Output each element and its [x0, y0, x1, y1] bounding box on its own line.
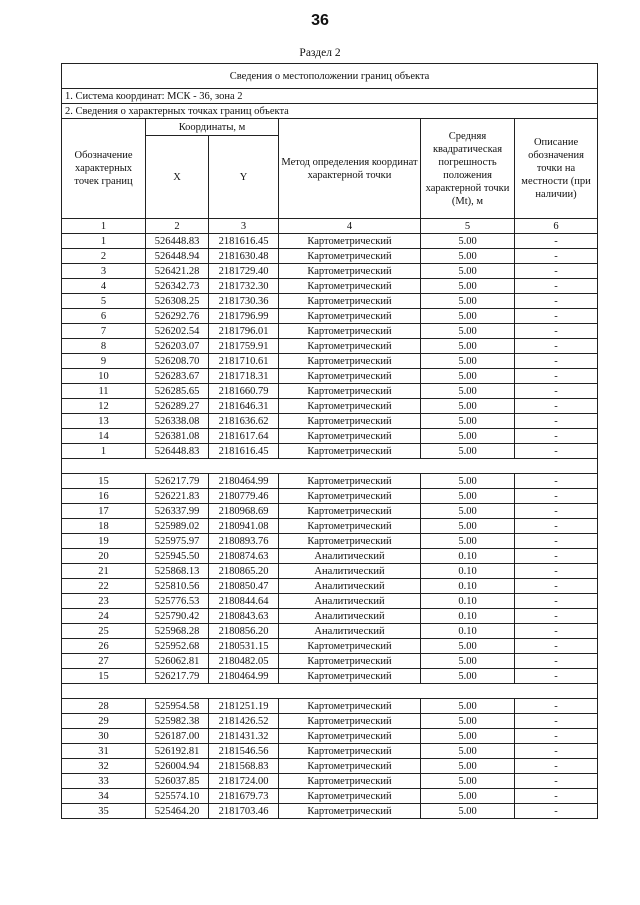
column-numbers-row — [62, 219, 598, 234]
description-cell: - — [515, 699, 598, 714]
y-coord-cell: 2180893.76 — [209, 534, 279, 549]
point-id-cell: 10 — [62, 369, 146, 384]
table-row — [62, 234, 598, 249]
y-coord-cell: 2181568.83 — [209, 759, 279, 774]
point-id-cell: 23 — [62, 594, 146, 609]
x-coord-cell: 526338.08 — [146, 414, 209, 429]
y-coord-cell: 2181431.32 — [209, 729, 279, 744]
x-coord-cell: 526062.81 — [146, 654, 209, 669]
y-coord-cell: 2180865.20 — [209, 564, 279, 579]
point-id-cell: 27 — [62, 654, 146, 669]
table-row — [62, 789, 598, 804]
mt-value-cell: 5.00 — [421, 414, 515, 429]
method-cell: Картометрический — [279, 384, 421, 399]
y-coord-cell: 2180464.99 — [209, 474, 279, 489]
mt-value-cell: 5.00 — [421, 294, 515, 309]
table-row — [62, 339, 598, 354]
method-cell: Картометрический — [279, 669, 421, 684]
y-coord-cell: 2180850.47 — [209, 579, 279, 594]
mt-value-cell: 5.00 — [421, 279, 515, 294]
x-coord-cell: 526448.94 — [146, 249, 209, 264]
x-coord-cell: 526187.00 — [146, 729, 209, 744]
x-coord-cell: 526421.28 — [146, 264, 209, 279]
y-coord-cell: 2181630.48 — [209, 249, 279, 264]
table-row — [62, 804, 598, 819]
x-coord-cell: 526381.08 — [146, 429, 209, 444]
point-id-cell: 22 — [62, 579, 146, 594]
y-coord-cell: 2181724.00 — [209, 774, 279, 789]
table-row — [62, 444, 598, 459]
method-cell: Картометрический — [279, 534, 421, 549]
description-cell: - — [515, 789, 598, 804]
description-cell: - — [515, 234, 598, 249]
mt-value-cell: 0.10 — [421, 549, 515, 564]
mt-value-cell: 5.00 — [421, 324, 515, 339]
description-cell: - — [515, 519, 598, 534]
point-id-cell: 32 — [62, 759, 146, 774]
mt-value-cell: 5.00 — [421, 744, 515, 759]
table-row — [62, 519, 598, 534]
table-row — [62, 384, 598, 399]
table-title: Сведения о местоположении границ объекта — [62, 64, 598, 89]
table-row — [62, 369, 598, 384]
method-cell: Картометрический — [279, 654, 421, 669]
table-row — [62, 654, 598, 669]
table-row — [62, 354, 598, 369]
method-cell: Картометрический — [279, 639, 421, 654]
point-id-cell: 8 — [62, 339, 146, 354]
table-row — [62, 669, 598, 684]
point-id-cell: 1 — [62, 234, 146, 249]
mt-value-cell: 5.00 — [421, 789, 515, 804]
method-cell: Картометрический — [279, 774, 421, 789]
method-cell: Аналитический — [279, 564, 421, 579]
y-coord-cell: 2181796.99 — [209, 309, 279, 324]
mt-value-cell: 0.10 — [421, 594, 515, 609]
table-row — [62, 504, 598, 519]
description-cell: - — [515, 714, 598, 729]
point-id-cell: 7 — [62, 324, 146, 339]
method-cell: Аналитический — [279, 594, 421, 609]
method-cell: Картометрический — [279, 339, 421, 354]
x-coord-cell: 525776.53 — [146, 594, 209, 609]
mt-value-cell: 5.00 — [421, 354, 515, 369]
mt-value-cell: 5.00 — [421, 639, 515, 654]
x-coord-cell: 525945.50 — [146, 549, 209, 564]
method-cell: Картометрический — [279, 489, 421, 504]
description-cell: - — [515, 594, 598, 609]
mt-value-cell: 0.10 — [421, 564, 515, 579]
y-coord-cell: 2181759.91 — [209, 339, 279, 354]
method-cell: Картометрический — [279, 474, 421, 489]
description-cell: - — [515, 609, 598, 624]
x-coord-cell: 525989.02 — [146, 519, 209, 534]
x-coord-cell: 526221.83 — [146, 489, 209, 504]
table-row — [62, 324, 598, 339]
x-coord-cell: 525954.58 — [146, 699, 209, 714]
method-cell: Картометрический — [279, 699, 421, 714]
x-coord-cell: 526203.07 — [146, 339, 209, 354]
coord-system-row — [62, 89, 598, 104]
mt-value-cell: 5.00 — [421, 474, 515, 489]
point-id-cell: 9 — [62, 354, 146, 369]
point-id-cell: 24 — [62, 609, 146, 624]
col-number: 1 — [62, 219, 146, 234]
points-heading: 2. Сведения о характерных точках границ объекта — [62, 104, 598, 119]
point-id-cell: 17 — [62, 504, 146, 519]
coord-system-label: 1. Система координат: МСК - 36, зона 2 — [62, 89, 598, 104]
method-cell: Картометрический — [279, 759, 421, 774]
point-id-cell: 18 — [62, 519, 146, 534]
mt-value-cell: 5.00 — [421, 714, 515, 729]
mt-value-cell: 5.00 — [421, 504, 515, 519]
col-number: 2 — [146, 219, 209, 234]
mt-value-cell: 5.00 — [421, 489, 515, 504]
description-cell: - — [515, 504, 598, 519]
method-cell: Картометрический — [279, 504, 421, 519]
table-row — [62, 594, 598, 609]
mt-value-cell: 5.00 — [421, 669, 515, 684]
mt-value-cell: 5.00 — [421, 234, 515, 249]
point-id-cell: 19 — [62, 534, 146, 549]
point-id-cell: 20 — [62, 549, 146, 564]
header-mt: Средняя квадратическая погрешность положения характерной точки (Mt), м — [421, 119, 515, 219]
header-coords: Координаты, м — [146, 119, 279, 136]
x-coord-cell: 526217.79 — [146, 474, 209, 489]
point-id-cell: 4 — [62, 279, 146, 294]
y-coord-cell: 2180843.63 — [209, 609, 279, 624]
table-row — [62, 714, 598, 729]
table-row — [62, 759, 598, 774]
description-cell: - — [515, 309, 598, 324]
x-coord-cell: 525868.13 — [146, 564, 209, 579]
description-cell: - — [515, 369, 598, 384]
x-coord-cell: 526289.27 — [146, 399, 209, 414]
mt-value-cell: 5.00 — [421, 804, 515, 819]
table-row — [62, 474, 598, 489]
method-cell: Картометрический — [279, 399, 421, 414]
table-row — [62, 774, 598, 789]
point-id-cell: 29 — [62, 714, 146, 729]
x-coord-cell: 526202.54 — [146, 324, 209, 339]
y-coord-cell: 2180464.99 — [209, 669, 279, 684]
description-cell: - — [515, 624, 598, 639]
method-cell: Картометрический — [279, 804, 421, 819]
method-cell: Картометрический — [279, 309, 421, 324]
section-title: Раздел 2 — [299, 47, 341, 59]
description-cell: - — [515, 489, 598, 504]
method-cell: Картометрический — [279, 414, 421, 429]
method-cell: Аналитический — [279, 549, 421, 564]
method-cell: Картометрический — [279, 294, 421, 309]
x-coord-cell: 525810.56 — [146, 579, 209, 594]
description-cell: - — [515, 579, 598, 594]
y-coord-cell: 2180844.64 — [209, 594, 279, 609]
point-id-cell: 31 — [62, 744, 146, 759]
x-coord-cell: 526192.81 — [146, 744, 209, 759]
method-cell: Картометрический — [279, 519, 421, 534]
description-cell: - — [515, 384, 598, 399]
method-cell: Картометрический — [279, 729, 421, 744]
mt-value-cell: 5.00 — [421, 309, 515, 324]
header-desc: Описание обозначения точки на местности (при наличии) — [515, 119, 598, 219]
y-coord-cell: 2181660.79 — [209, 384, 279, 399]
point-id-cell: 15 — [62, 474, 146, 489]
table-row — [62, 534, 598, 549]
table-row — [62, 489, 598, 504]
x-coord-cell: 526217.79 — [146, 669, 209, 684]
method-cell: Аналитический — [279, 609, 421, 624]
method-cell: Картометрический — [279, 369, 421, 384]
point-id-cell: 1 — [62, 444, 146, 459]
table-row — [62, 624, 598, 639]
y-coord-cell: 2181646.31 — [209, 399, 279, 414]
mt-value-cell: 0.10 — [421, 609, 515, 624]
x-coord-cell: 526448.83 — [146, 234, 209, 249]
description-cell: - — [515, 759, 598, 774]
point-id-cell: 30 — [62, 729, 146, 744]
method-cell: Аналитический — [279, 579, 421, 594]
description-cell: - — [515, 804, 598, 819]
table-row — [62, 264, 598, 279]
description-cell: - — [515, 399, 598, 414]
point-id-cell: 35 — [62, 804, 146, 819]
point-id-cell: 2 — [62, 249, 146, 264]
header-method: Метод определения координат характерной точки — [279, 119, 421, 219]
point-id-cell: 26 — [62, 639, 146, 654]
table-row — [62, 399, 598, 414]
mt-value-cell: 5.00 — [421, 519, 515, 534]
x-coord-cell: 526283.67 — [146, 369, 209, 384]
block-separator-row — [62, 459, 598, 474]
mt-value-cell: 0.10 — [421, 624, 515, 639]
description-cell: - — [515, 354, 598, 369]
header-point: Обозначение характерных точек границ — [62, 119, 146, 219]
mt-value-cell: 5.00 — [421, 384, 515, 399]
table-row — [62, 279, 598, 294]
x-coord-cell: 525464.20 — [146, 804, 209, 819]
separator-cell — [62, 684, 598, 699]
mt-value-cell: 5.00 — [421, 399, 515, 414]
block-separator-row — [62, 684, 598, 699]
description-cell: - — [515, 774, 598, 789]
point-id-cell: 3 — [62, 264, 146, 279]
x-coord-cell: 525975.97 — [146, 534, 209, 549]
y-coord-cell: 2181616.45 — [209, 444, 279, 459]
y-coord-cell: 2181796.01 — [209, 324, 279, 339]
method-cell: Картометрический — [279, 444, 421, 459]
y-coord-cell: 2181617.64 — [209, 429, 279, 444]
description-cell: - — [515, 729, 598, 744]
y-coord-cell: 2181251.19 — [209, 699, 279, 714]
point-id-cell: 34 — [62, 789, 146, 804]
point-id-cell: 25 — [62, 624, 146, 639]
y-coord-cell: 2181426.52 — [209, 714, 279, 729]
separator-cell — [62, 459, 598, 474]
x-coord-cell: 526292.76 — [146, 309, 209, 324]
point-id-cell: 21 — [62, 564, 146, 579]
mt-value-cell: 5.00 — [421, 759, 515, 774]
y-coord-cell: 2181679.73 — [209, 789, 279, 804]
point-id-cell: 33 — [62, 774, 146, 789]
y-coord-cell: 2181546.56 — [209, 744, 279, 759]
mt-value-cell: 5.00 — [421, 774, 515, 789]
table-row — [62, 549, 598, 564]
mt-value-cell: 5.00 — [421, 264, 515, 279]
description-cell: - — [515, 534, 598, 549]
description-cell: - — [515, 429, 598, 444]
x-coord-cell: 525574.10 — [146, 789, 209, 804]
col-number: 3 — [209, 219, 279, 234]
table-row — [62, 609, 598, 624]
x-coord-cell: 526448.83 — [146, 444, 209, 459]
y-coord-cell: 2181703.46 — [209, 804, 279, 819]
point-id-cell: 15 — [62, 669, 146, 684]
description-cell: - — [515, 474, 598, 489]
table-row — [62, 699, 598, 714]
method-cell: Картометрический — [279, 789, 421, 804]
description-cell: - — [515, 264, 598, 279]
page-number: 36 — [311, 12, 329, 29]
y-coord-cell: 2180531.15 — [209, 639, 279, 654]
point-id-cell: 28 — [62, 699, 146, 714]
description-cell: - — [515, 294, 598, 309]
table-row — [62, 429, 598, 444]
x-coord-cell: 526004.94 — [146, 759, 209, 774]
col-number: 6 — [515, 219, 598, 234]
point-id-cell: 16 — [62, 489, 146, 504]
table-row — [62, 564, 598, 579]
mt-value-cell: 5.00 — [421, 339, 515, 354]
y-coord-cell: 2180968.69 — [209, 504, 279, 519]
y-coord-cell: 2181718.31 — [209, 369, 279, 384]
mt-value-cell: 5.00 — [421, 699, 515, 714]
x-coord-cell: 525952.68 — [146, 639, 209, 654]
description-cell: - — [515, 414, 598, 429]
description-cell: - — [515, 549, 598, 564]
y-coord-cell: 2180941.08 — [209, 519, 279, 534]
y-coord-cell: 2181636.62 — [209, 414, 279, 429]
col-number: 4 — [279, 219, 421, 234]
mt-value-cell: 5.00 — [421, 369, 515, 384]
method-cell: Картометрический — [279, 234, 421, 249]
table-title-row — [62, 64, 598, 89]
description-cell: - — [515, 744, 598, 759]
y-coord-cell: 2181729.40 — [209, 264, 279, 279]
description-cell: - — [515, 564, 598, 579]
point-id-cell: 13 — [62, 414, 146, 429]
y-coord-cell: 2180779.46 — [209, 489, 279, 504]
mt-value-cell: 5.00 — [421, 654, 515, 669]
method-cell: Картометрический — [279, 264, 421, 279]
method-cell: Картометрический — [279, 324, 421, 339]
description-cell: - — [515, 324, 598, 339]
description-cell: - — [515, 279, 598, 294]
mt-value-cell: 5.00 — [421, 534, 515, 549]
point-id-cell: 11 — [62, 384, 146, 399]
x-coord-cell: 526285.65 — [146, 384, 209, 399]
table-row — [62, 744, 598, 759]
description-cell: - — [515, 639, 598, 654]
y-coord-cell: 2180856.20 — [209, 624, 279, 639]
mt-value-cell: 0.10 — [421, 579, 515, 594]
table-row — [62, 579, 598, 594]
mt-value-cell: 5.00 — [421, 444, 515, 459]
points-heading-row — [62, 104, 598, 119]
method-cell: Картометрический — [279, 429, 421, 444]
x-coord-cell: 526208.70 — [146, 354, 209, 369]
description-cell: - — [515, 339, 598, 354]
x-coord-cell: 525790.42 — [146, 609, 209, 624]
table-row — [62, 309, 598, 324]
method-cell: Картометрический — [279, 354, 421, 369]
x-coord-cell: 526037.85 — [146, 774, 209, 789]
method-cell: Картометрический — [279, 714, 421, 729]
y-coord-cell: 2181730.36 — [209, 294, 279, 309]
description-cell: - — [515, 444, 598, 459]
x-coord-cell: 526337.99 — [146, 504, 209, 519]
boundary-points-table — [61, 63, 598, 819]
y-coord-cell: 2180482.05 — [209, 654, 279, 669]
description-cell: - — [515, 654, 598, 669]
mt-value-cell: 5.00 — [421, 429, 515, 444]
x-coord-cell: 525968.28 — [146, 624, 209, 639]
header-x: X — [146, 136, 209, 219]
table-row — [62, 294, 598, 309]
point-id-cell: 12 — [62, 399, 146, 414]
y-coord-cell: 2181616.45 — [209, 234, 279, 249]
header-y: Y — [209, 136, 279, 219]
y-coord-cell: 2181710.61 — [209, 354, 279, 369]
description-cell: - — [515, 249, 598, 264]
y-coord-cell: 2181732.30 — [209, 279, 279, 294]
description-cell: - — [515, 669, 598, 684]
x-coord-cell: 526308.25 — [146, 294, 209, 309]
y-coord-cell: 2180874.63 — [209, 549, 279, 564]
method-cell: Аналитический — [279, 624, 421, 639]
mt-value-cell: 5.00 — [421, 249, 515, 264]
point-id-cell: 14 — [62, 429, 146, 444]
table-row — [62, 249, 598, 264]
point-id-cell: 6 — [62, 309, 146, 324]
table-row — [62, 729, 598, 744]
method-cell: Картометрический — [279, 279, 421, 294]
x-coord-cell: 525982.38 — [146, 714, 209, 729]
mt-value-cell: 5.00 — [421, 729, 515, 744]
header-row-1 — [62, 119, 598, 136]
method-cell: Картометрический — [279, 744, 421, 759]
x-coord-cell: 526342.73 — [146, 279, 209, 294]
table-row — [62, 414, 598, 429]
method-cell: Картометрический — [279, 249, 421, 264]
table-row — [62, 639, 598, 654]
col-number: 5 — [421, 219, 515, 234]
point-id-cell: 5 — [62, 294, 146, 309]
